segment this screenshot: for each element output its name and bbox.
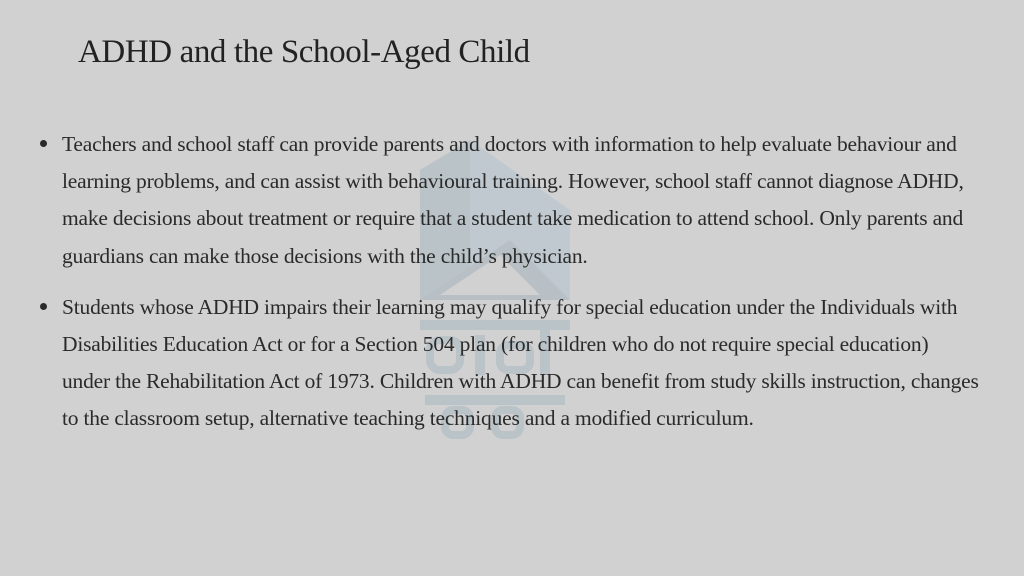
bullet-list: [40, 126, 980, 452]
bullet-dot-icon: [40, 303, 47, 310]
bullet-item: [40, 289, 980, 438]
bullet-dot-icon: [40, 140, 47, 147]
bullet-text: Students whose ADHD impairs their learning may qualify for special education under the Individuals with Disabilities Education Act or for a Section 504 plan (for children who do not require special education) under the Rehabilitation Act of 1973. Children with ADHD can benefit from study skills instruction, changes to the classroom setup, alternative teaching techniques and a modified curriculum.: [62, 294, 979, 431]
slide-title: ADHD and the School-Aged Child: [78, 34, 530, 70]
bullet-item: [40, 126, 980, 275]
bullet-text: Teachers and school staff can provide parents and doctors with information to help evaluate behaviour and learning problems, and can assist with behavioural training. However, school staff cannot diagnose ADHD, make decisions about treatment or require that a student take medication to attend school. Only parents and guardians can make those decisions with the child’s physician.: [62, 132, 964, 268]
